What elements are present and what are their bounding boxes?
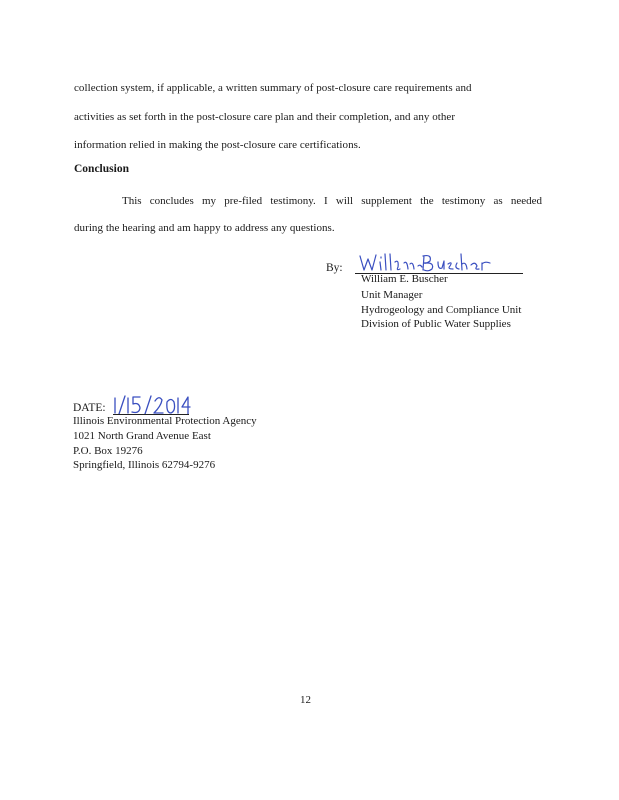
signer-name: William E. Buscher — [361, 273, 448, 285]
agency-name: Illinois Environmental Protection Agency — [73, 415, 257, 427]
po-box: P.O. Box 19276 — [73, 445, 143, 457]
conclusion-line-2: during the hearing and am happy to address any questions. — [74, 222, 335, 234]
conclusion-heading: Conclusion — [74, 163, 129, 175]
page-number: 12 — [300, 694, 311, 706]
conclusion-line-1 — [74, 195, 542, 207]
by-label: By: — [326, 262, 343, 274]
body-line-1: collection system, if applicable, a written summary of post-closure care requirements and — [74, 82, 472, 94]
body-line-3: information relied in making the post-closure care certifications. — [74, 139, 361, 151]
signer-division: Division of Public Water Supplies — [361, 318, 511, 330]
body-line-2: activities as set forth in the post-closure care plan and their completion, and any other — [74, 111, 456, 123]
street-address: 1021 North Grand Avenue East — [73, 430, 211, 442]
date-label: DATE: — [73, 402, 106, 414]
conclusion-line-1-text: This concludes my pre-filed testimony. I will supplement the testimony as needed — [122, 195, 542, 207]
city-state-zip: Springfield, Illinois 62794-9276 — [73, 459, 216, 471]
signer-title: Unit Manager — [361, 289, 423, 301]
signer-unit: Hydrogeology and Compliance Unit — [361, 304, 522, 316]
